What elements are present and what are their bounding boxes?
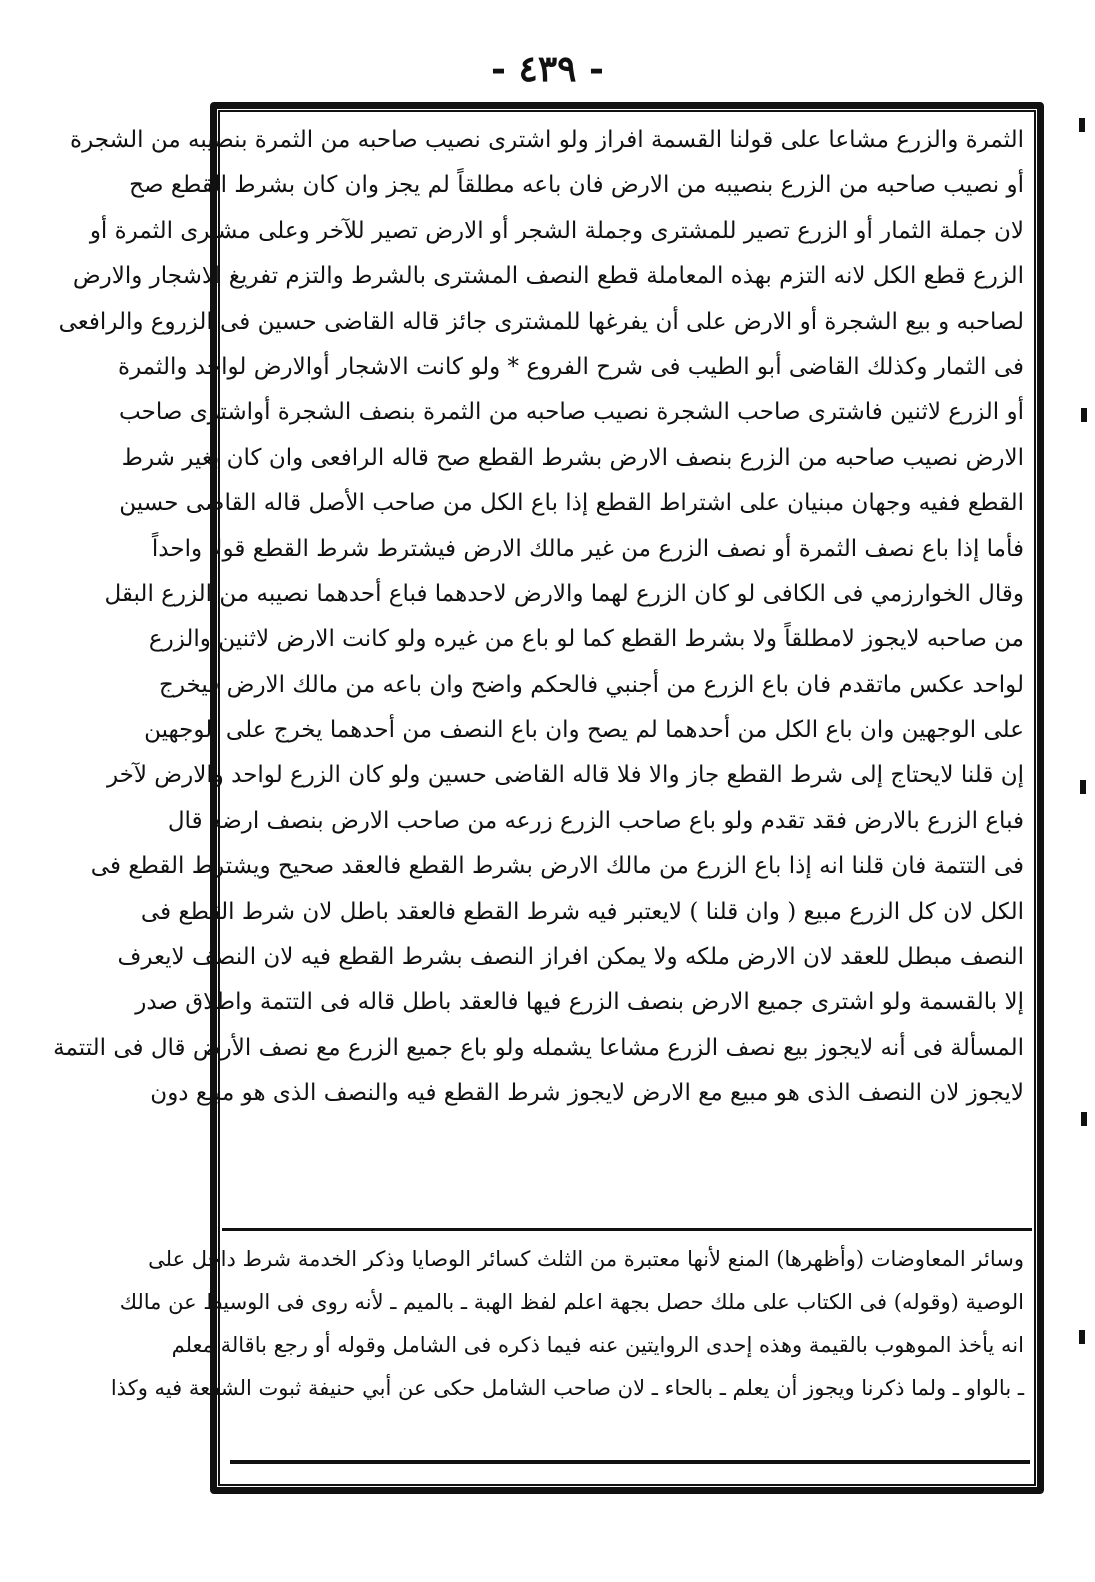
margin-mark [1079, 1330, 1085, 1344]
text-line: الزرع قطع الكل لانه التزم بهذه المعاملة قطع النصف المشترى بالشرط والتزم تفريغ الاشجار والارض [72, 263, 1024, 290]
text-line: فى الثمار وكذلك القاضى أبو الطيب فى شرح الفروع * ولو كانت الاشجار أوالارض لواحد والثمرة [118, 353, 1024, 380]
note-line: انه يأخذ الموهوب بالقيمة وهذه إحدى الروايتين عنه فيما ذكره فى الشامل وقوله أو رجع باقالة معلم [171, 1333, 1024, 1357]
text-line: فباع الزرع بالارض فقد تقدم ولو باع صاحب الزرع زرعه من صاحب الارض بنصف ارضه قال [167, 807, 1024, 834]
margin-mark [1081, 1112, 1087, 1126]
notes-text-block [110, 1238, 1024, 1410]
text-line: إن قلنا لايحتاج إلى شرط القطع جاز والا فلا قاله القاضى حسين ولو كان الزرع لواحد والارض لآخر [106, 762, 1024, 789]
text-line: الارض نصيب صاحبه من الزرع بنصف الارض بشرط القطع صح قاله الرافعى وان كان بغير شرط [121, 444, 1024, 471]
text-line: على الوجهين وان باع الكل من أحدهما لم يصح وان باع النصف من أحدهما يخرج على الوجهين [144, 717, 1024, 744]
text-line: من صاحبه لايجوز لامطلقاً ولا بشرط القطع كما لو باع من غيره ولو كانت الارض لاثنين والزرع [148, 626, 1024, 653]
note-line: الوصية (وقوله) فى الكتاب على ملك حصل بجهة اعلم لفظ الهبة ـ بالميم ـ لأنه روى فى الوسيط عن مالك [119, 1290, 1024, 1314]
text-line: الثمرة والزرع مشاعا على قولنا القسمة افراز ولو اشترى نصيب صاحبه من الثمرة بنصيبه من الشجرة [70, 127, 1024, 153]
margin-mark [1080, 780, 1086, 794]
main-text-block [53, 118, 1024, 1117]
text-line: إلا بالقسمة ولو اشترى جميع الارض بنصف الزرع فيها فالعقد باطل قاله فى التتمة واطلاق صدر [135, 989, 1024, 1016]
margin-mark [1081, 408, 1087, 422]
text-line: وقال الخوارزمي فى الكافى لو كان الزرع لهما والارض لاحدهما فباع أحدهما نصيبه من الزرع البقل [104, 580, 1024, 607]
text-line: لايجوز لان النصف الذى هو مبيع مع الارض لايجوز شرط القطع فيه والنصف الذى هو مبيع دون [150, 1080, 1024, 1107]
text-line: المسألة فى أنه لايجوز بيع نصف الزرع مشاعا يشمله ولو باع جميع الزرع مع نصف الأرض قال فى التتمة [53, 1034, 1024, 1061]
text-line: لان جملة الثمار أو الزرع تصير للمشترى وجملة الشجر أو الارض تصير للآخر وعلى مشترى الثمرة أو [89, 217, 1024, 244]
text-line: أو نصيب صاحبه من الزرع بنصيبه من الارض فان باعه مطلقاً لم يجز وان كان بشرط القطع صح [129, 172, 1024, 199]
text-line: أو الزرع لاثنين فاشترى صاحب الشجرة نصيب صاحبه من الثمرة بنصف الشجرة أواشترى صاحب [119, 399, 1024, 426]
text-line: النصف مبطل للعقد لان الارض ملكه ولا يمكن افراز النصف بشرط القطع فيه لان النصف لايعرف [117, 944, 1024, 971]
text-line: لصاحبه و بيع الشجرة أو الارض على أن يفرغها للمشترى جائز قاله القاضى حسين فى الزروع والرافعى [58, 308, 1024, 335]
text-line: القطع ففيه وجهان مبنيان على اشتراط القطع إذا باع الكل من صاحب الأصل قاله القاضى حسين [119, 490, 1024, 517]
text-line: لواحد عكس ماتقدم فان باع الزرع من أجنبي فالحكم واضح وان باعه من مالك الارض فيخرج [159, 671, 1024, 698]
section-divider [222, 1228, 1032, 1231]
note-line: وسائر المعاوضات (وأظهرها) المنع لأنها معتبرة من الثلث كسائر الوصايا وذكر الخدمة شرط داخل على [148, 1247, 1024, 1271]
text-line: فأما إذا باع نصف الثمرة أو نصف الزرع من غير مالك الارض فيشترط شرط القطع قولا واحداً [151, 535, 1024, 562]
text-line: فى التتمة فان قلنا انه إذا باع الزرع من مالك الارض بشرط القطع فالعقد صحيح ويشترط القطع فى [90, 853, 1024, 880]
margin-mark [1079, 118, 1085, 132]
note-line: ـ بالواو ـ ولما ذكرنا ويجوز أن يعلم ـ بالحاء ـ لان صاحب الشامل حكى عن أبي حنيفة ثبوت الشفعة فيه وكذا [110, 1376, 1024, 1400]
bottom-rule [230, 1460, 1030, 1464]
text-line: الكل لان كل الزرع مبيع ( وان قلنا ) لايعتبر فيه شرط القطع فالعقد باطل لان شرط القطع فى [140, 898, 1024, 925]
page-number: - ٤٣٩ - [491, 48, 604, 90]
